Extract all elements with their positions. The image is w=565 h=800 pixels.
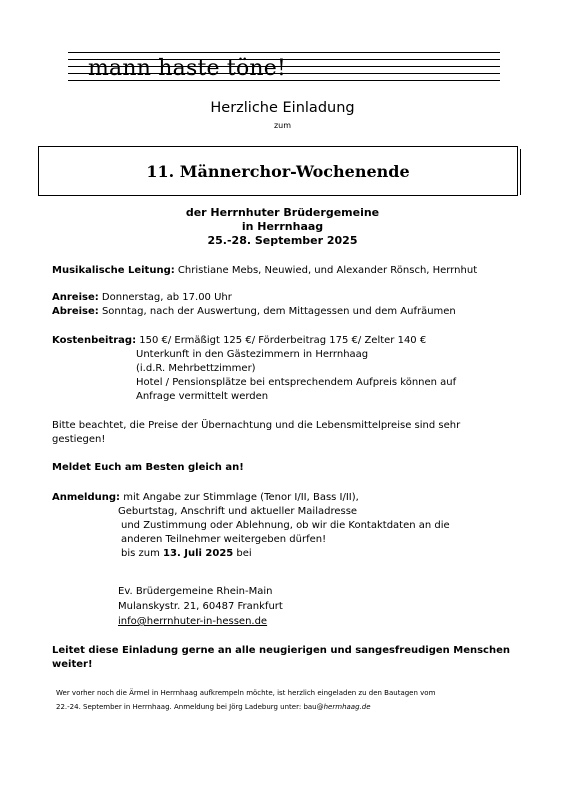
call-to-register: Meldet Euch am Besten gleich an! xyxy=(52,462,244,473)
leitung-value: Christiane Mebs, Neuwied, und Alexander Rönsch, Herrnhut xyxy=(174,265,478,276)
anreise-value: Donnerstag, ab 17.00 Uhr xyxy=(98,292,232,303)
title-box xyxy=(38,146,518,196)
notice-line-1: Bitte beachtet, die Preise der Übernachtung und die Lebensmittelpreise sind sehr xyxy=(52,420,461,431)
anreise-label: Anreise: xyxy=(52,292,99,303)
abreise-value: Sonntag, nach der Auswertung, dem Mittagessen und dem Aufräumen xyxy=(98,306,456,317)
invitation-zum: zum xyxy=(273,121,292,130)
anmeldung-line-3: anderen Teilnehmer weitergeben dürfen! xyxy=(121,534,327,545)
deadline-date: 13. Juli 2025 xyxy=(163,548,234,559)
notice-line-2: gestiegen! xyxy=(52,434,106,445)
footer-line-2 xyxy=(56,701,516,714)
kosten-line-1: Unterkunft in den Gästezimmern in Herrnhaag xyxy=(136,349,369,360)
footer-line-1: Wer vorher noch die Ärmel in Herrnhaag aufkrempeln möchte, ist herzlich eingeladen zu den Bautagen vom xyxy=(56,689,436,697)
kosten-line-3: Hotel / Pensionsplätze bei entsprechendem Aufpreis können auf xyxy=(136,377,457,388)
abreise-row xyxy=(52,305,456,319)
anmeldung-deadline xyxy=(121,547,252,561)
title-box-edge xyxy=(520,149,521,195)
anmeldung-value: mit Angabe zur Stimmlage (Tenor I/II, Bass I/II), xyxy=(120,492,359,503)
leitung-row xyxy=(52,264,477,278)
deadline-suffix: bei xyxy=(233,548,252,559)
kosten-row xyxy=(52,334,426,348)
leitung-label: Musikalische Leitung: xyxy=(52,265,175,276)
anmeldung-label: Anmeldung: xyxy=(52,492,121,503)
anmeldung-line-1: Geburtstag, Anschrift und aktueller Mailadresse xyxy=(118,506,358,517)
kosten-line-2: (i.d.R. Mehrbettzimmer) xyxy=(136,363,256,374)
host-line-1: der Herrnhuter Brüdergemeine xyxy=(185,206,380,219)
kosten-line-4: Anfrage vermittelt werden xyxy=(136,391,269,402)
closing-line-2: weiter! xyxy=(52,659,93,670)
event-dates: 25.-28. September 2025 xyxy=(207,234,358,247)
contact-address: Mulanskystr. 21, 60487 Frankfurt xyxy=(118,601,283,612)
logo-text: mann haste töne! xyxy=(88,56,287,81)
event-title: 11. Männerchor-Wochenende xyxy=(146,161,410,181)
footer-line-2-text: 22.-24. September in Herrnhaag. Anmeldung bei Jörg Ladeburg unter: bau@ xyxy=(56,703,324,711)
anreise-row xyxy=(52,291,232,305)
deadline-prefix: bis zum xyxy=(121,548,164,559)
closing-line-1: Leitet diese Einladung gerne an alle neugierigen und sangesfreudigen Menschen xyxy=(52,645,510,656)
invitation-heading: Herzliche Einladung xyxy=(210,100,355,116)
kosten-value: 150 €/ Ermäßigt 125 €/ Förderbeitrag 175 €/ Zelter 140 € xyxy=(136,335,427,346)
anmeldung-row xyxy=(52,491,359,505)
contact-email-link[interactable]: info@herrnhuter-in-hessen.de xyxy=(118,616,268,627)
anmeldung-line-2: und Zustimmung oder Ablehnung, ob wir die Kontaktdaten an die xyxy=(121,520,450,531)
footer-email-domain: hermhaag.de xyxy=(323,703,371,711)
abreise-label: Abreise: xyxy=(52,306,99,317)
contact-org: Ev. Brüdergemeine Rhein-Main xyxy=(118,586,273,597)
kosten-label: Kostenbeitrag: xyxy=(52,335,137,346)
host-line-2: in Herrnhaag xyxy=(241,220,324,233)
